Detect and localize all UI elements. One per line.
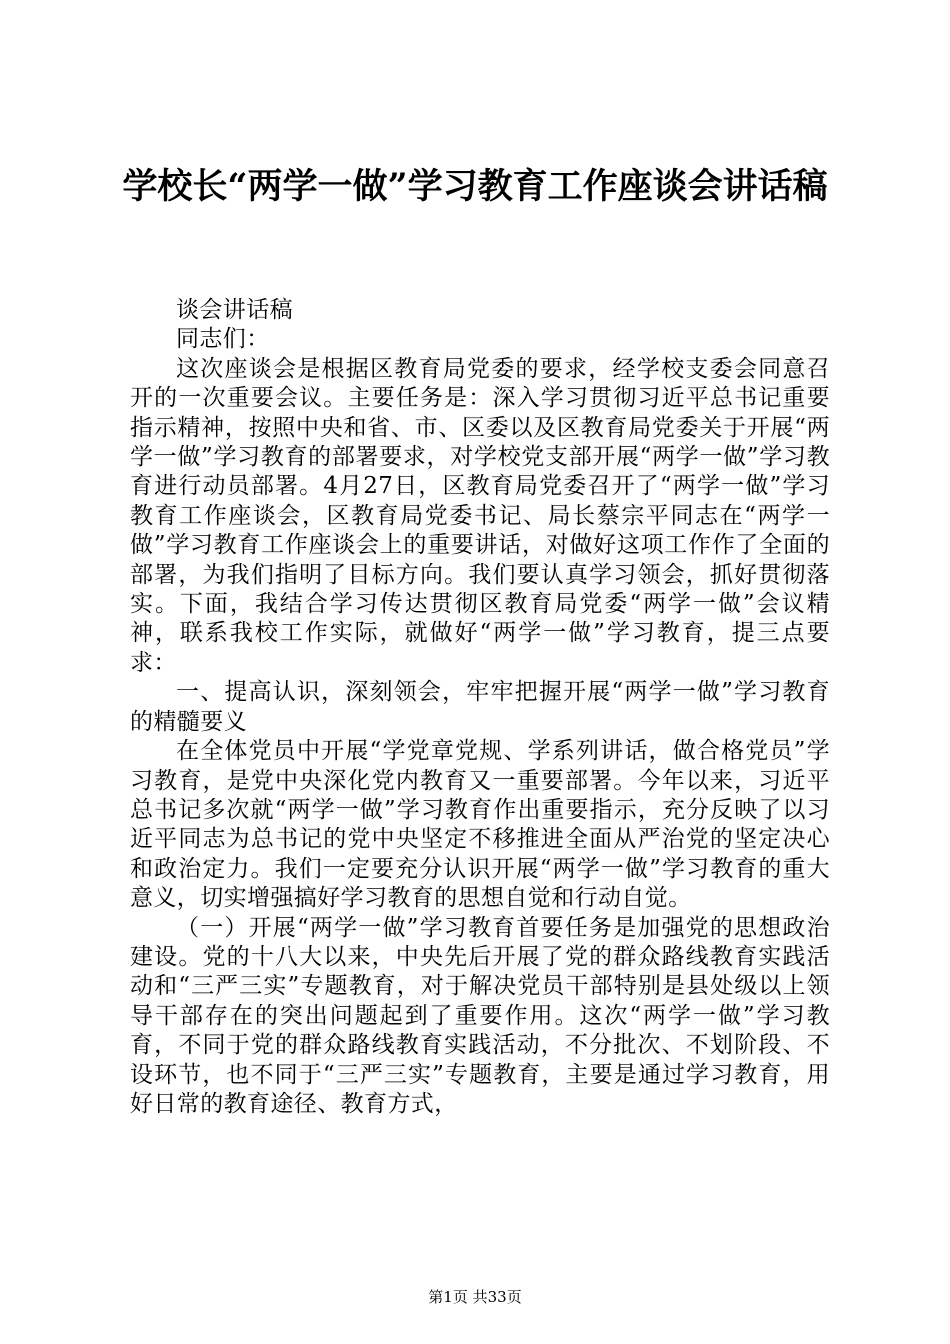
section-heading-1: 一、提高认识，深刻领会，牢牢把握开展“两学一做”学习教育的精髓要义: [130, 679, 830, 735]
paragraph-heading-note: 谈会讲话稿: [176, 297, 293, 323]
paragraph-section-1: 在全体党员中开展“学党章党规、学系列讲话，做合格党员”学习教育，是党中央深化党内教育又一重要部署。今年以来，习近平总书记多次就“两学一做”学习教育作出重要指示，充分反映了以习近平同志为总书记的党中央坚定不移推进全面从严治党的坚定决心和政治定力。我们一定要充分认识开展“两学一做”学习教育的重大意义，切实增强搞好学习教育的思想自觉和行动自觉。: [130, 738, 830, 912]
page-footer: 第1页 共33页: [428, 1288, 522, 1306]
paragraph-salutation: 同志们：: [176, 326, 270, 353]
document-body: [130, 296, 830, 1119]
paragraph-intro: 这次座谈会是根据区教育局党委的要求，经学校支委会同意召开的一次重要会议。主要任务是：深入学习贯彻习近平总书记重要指示精神，按照中央和省、市、区委以及区教育局党委关于开展“两学一做”学习教育的部署要求，对学校党支部开展“两学一做”学习教育进行动员部署。4月27日，区教育局党委召开了“两学一做”学习教育工作座谈会，区教育局党委书记、局长蔡宗平同志在“两学一做”学习教育工作座谈会上的重要讲话，对做好这项工作作了全面的部署，为我们指明了目标方向。我们要认真学习领会，抓好贯彻落实。下面，我结合学习传达贯彻区教育局党委“两学一做”会议精神，联系我校工作实际，就做好“两学一做”学习教育，提三点要求：: [130, 355, 830, 676]
document-title: 学校长“两学一做”学习教育工作座谈会讲话稿: [122, 166, 828, 207]
paragraph-subsection-1: （一）开展“两学一做”学习教育首要任务是加强党的思想政治建设。党的十八大以来，中央先后开展了党的群众路线教育实践活动和“三严三实”专题教育，对于解决党员干部特别是县处级以上领导干部存在的突出问题起到了重要作用。这次“两学一做”学习教育，不同于党的群众路线教育实践活动，不分批次、不划阶段、不设环节，也不同于“三严三实”专题教育，主要是通过学习教育，用好日常的教育途径、教育方式，: [130, 914, 830, 1117]
